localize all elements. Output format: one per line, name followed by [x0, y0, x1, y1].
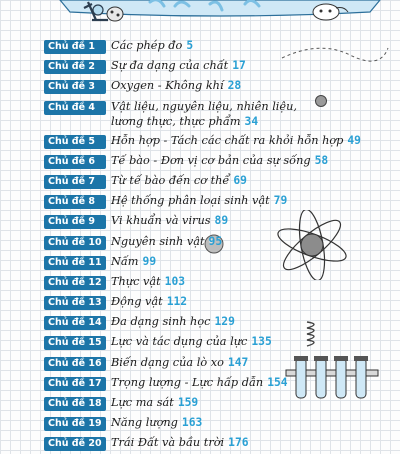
toc-item[interactable] — [44, 353, 400, 373]
topic-title: Sự đa dạng của chất 17 — [111, 59, 246, 73]
page-number: 5 — [186, 39, 194, 52]
topic-badge: Chủ đề 8 — [44, 195, 106, 209]
topic-title: Tế bào - Đơn vị cơ bản của sự sống 58 — [111, 153, 329, 167]
table-of-contents — [44, 36, 400, 454]
topic-badge: Chủ đề 15 — [44, 336, 106, 350]
toc-item[interactable] — [44, 56, 400, 76]
topic-badge: Chủ đề 6 — [44, 155, 106, 169]
page-number: 112 — [166, 295, 188, 309]
topic-badge: Chủ đề 16 — [44, 357, 106, 371]
topic-badge: Chủ đề 11 — [44, 256, 106, 270]
topic-title: Động vật 112 — [111, 295, 188, 309]
toc-item[interactable] — [44, 312, 400, 332]
topic-badge: Chủ đề 20 — [44, 437, 106, 451]
topic-title: Vật liệu, nguyên liệu, nhiên liệu, lương thực, thực phẩm 34 — [111, 99, 297, 128]
toc-item[interactable] — [44, 272, 400, 292]
toc-item[interactable] — [44, 332, 400, 352]
header-banner — [0, 0, 400, 30]
topic-badge: Chủ đề 3 — [44, 80, 106, 94]
page-number: 99 — [142, 254, 157, 268]
toc-item[interactable] — [44, 151, 400, 171]
topic-title: Lực ma sát 159 — [111, 396, 199, 409]
page-number: 95 — [208, 234, 223, 248]
page-number: 28 — [227, 79, 242, 93]
topic-title: Trái Đất và bầu trời 176 — [111, 436, 249, 450]
topic-badge: Chủ đề 7 — [44, 175, 106, 189]
page-number: 34 — [244, 114, 259, 128]
toc-item[interactable] — [44, 393, 400, 413]
topic-badge: Chủ đề 14 — [44, 316, 106, 330]
page-number: 17 — [232, 59, 246, 73]
page-number: 147 — [227, 355, 249, 369]
topic-title: Oxygen - Không khí 28 — [111, 79, 242, 93]
topic-badge: Chủ đề 5 — [44, 135, 106, 149]
page-number: 89 — [214, 214, 229, 228]
toc-item[interactable] — [44, 36, 400, 56]
topic-badge: Chủ đề 2 — [44, 60, 106, 74]
page-number: 176 — [228, 436, 249, 450]
page-number: 129 — [214, 315, 235, 329]
toc-item[interactable] — [44, 413, 400, 433]
toc-item[interactable] — [44, 97, 400, 131]
page-number: 159 — [177, 396, 199, 409]
page-number: 79 — [273, 194, 288, 208]
toc-item[interactable] — [44, 232, 400, 252]
page-number: 69 — [233, 173, 247, 187]
topic-title: Năng lượng 163 — [111, 416, 203, 430]
topic-title: Đa dạng sinh học 129 — [111, 315, 235, 329]
topic-title: Các phép đo 5 — [111, 39, 194, 52]
toc-item[interactable] — [44, 252, 400, 272]
topic-title: Trọng lượng - Lực hấp dẫn 154 — [111, 375, 288, 389]
topic-title: Thực vật 103 — [111, 274, 186, 288]
germ-icon — [107, 7, 123, 21]
page-number: 163 — [181, 416, 203, 430]
toc-item[interactable] — [44, 373, 400, 393]
topic-badge: Chủ đề 18 — [44, 397, 106, 411]
topic-badge: Chủ đề 4 — [44, 101, 106, 115]
toc-item[interactable] — [44, 171, 400, 191]
topic-title: Hỗn hợp - Tách các chất ra khỏi hỗn hợp 49 — [111, 133, 361, 147]
page-number: 58 — [314, 153, 329, 167]
topic-title: Vi khuẩn và virus 89 — [111, 214, 229, 228]
page-number: 49 — [347, 133, 361, 147]
topic-badge: Chủ đề 9 — [44, 215, 106, 229]
toc-item[interactable] — [44, 292, 400, 312]
topic-badge: Chủ đề 17 — [44, 377, 106, 391]
topic-badge: Chủ đề 12 — [44, 276, 106, 290]
topic-title: Nấm 99 — [111, 254, 157, 268]
topic-title: Từ tế bào đến cơ thể 69 — [111, 173, 247, 187]
toc-item[interactable] — [44, 76, 400, 96]
topic-badge: Chủ đề 13 — [44, 296, 106, 310]
topic-title: Hệ thống phân loại sinh vật 79 — [111, 194, 288, 208]
page-number: 154 — [267, 375, 288, 389]
topic-title: Nguyên sinh vật 95 — [111, 234, 223, 248]
toc-item[interactable] — [44, 191, 400, 211]
topic-badge: Chủ đề 1 — [44, 40, 106, 54]
topic-title: Biến dạng của lò xo 147 — [111, 355, 249, 369]
topic-badge: Chủ đề 10 — [44, 236, 106, 250]
topic-title: Lực và tác dụng của lực 135 — [111, 335, 272, 349]
toc-item[interactable] — [44, 211, 400, 231]
toc-item[interactable] — [44, 433, 400, 453]
page-number: 103 — [164, 274, 186, 288]
topic-badge: Chủ đề 19 — [44, 417, 106, 431]
toc-item[interactable] — [44, 131, 400, 151]
page-number: 135 — [251, 335, 272, 349]
